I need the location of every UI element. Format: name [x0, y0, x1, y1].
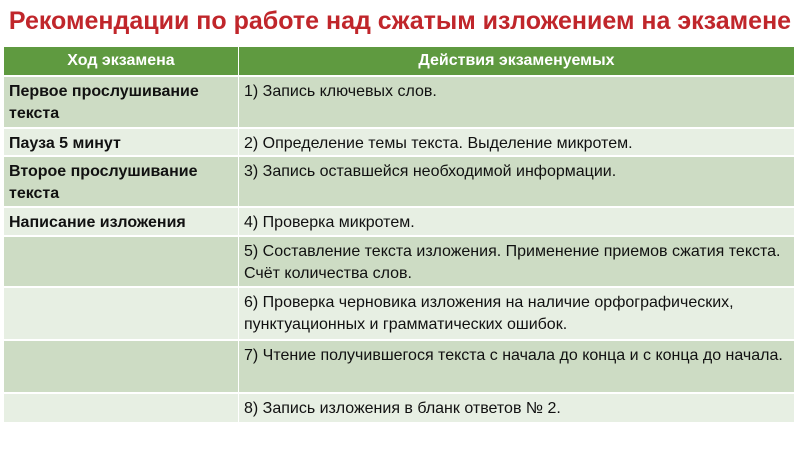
action-cell: 1) Запись ключевых слов.: [239, 76, 795, 128]
column-header-actions: Действия экзаменуемых: [239, 47, 795, 77]
action-cell: 5) Составление текста изложения. Применение приемов сжатия текста. Счёт количества слов.: [239, 236, 795, 287]
stage-cell: Первое прослушивание текста: [4, 76, 239, 128]
action-cell: 6) Проверка черновика изложения на наличие орфографических, пунктуационных и грамматических ошибок.: [239, 287, 795, 340]
page-title: Рекомендации по работе над сжатым изложением на экзамене: [8, 7, 792, 35]
table-row: [4, 287, 795, 340]
column-header-stage: Ход экзамена: [4, 47, 239, 77]
action-cell: 3) Запись оставшейся необходимой информации.: [239, 156, 795, 207]
stage-cell: [4, 236, 239, 287]
table-row: [4, 393, 795, 423]
table-row: [4, 128, 795, 156]
stage-cell: Пауза 5 минут: [4, 128, 239, 156]
table-row: [4, 207, 795, 236]
table-row: [4, 156, 795, 207]
table-row: [4, 340, 795, 393]
action-cell: 4) Проверка микротем.: [239, 207, 795, 236]
table-row: [4, 76, 795, 128]
stage-cell: Второе прослушивание текста: [4, 156, 239, 207]
action-cell: 2) Определение темы текста. Выделение микротем.: [239, 128, 795, 156]
action-cell: 7) Чтение получившегося текста с начала до конца и с конца до начала.: [239, 340, 795, 393]
stage-cell: [4, 393, 239, 423]
table-header-row: [4, 47, 795, 77]
stage-cell: [4, 340, 239, 393]
stage-cell: [4, 287, 239, 340]
recommendations-table: [3, 46, 795, 424]
table-row: [4, 236, 795, 287]
stage-cell: Написание изложения: [4, 207, 239, 236]
action-cell: 8) Запись изложения в бланк ответов № 2.: [239, 393, 795, 423]
